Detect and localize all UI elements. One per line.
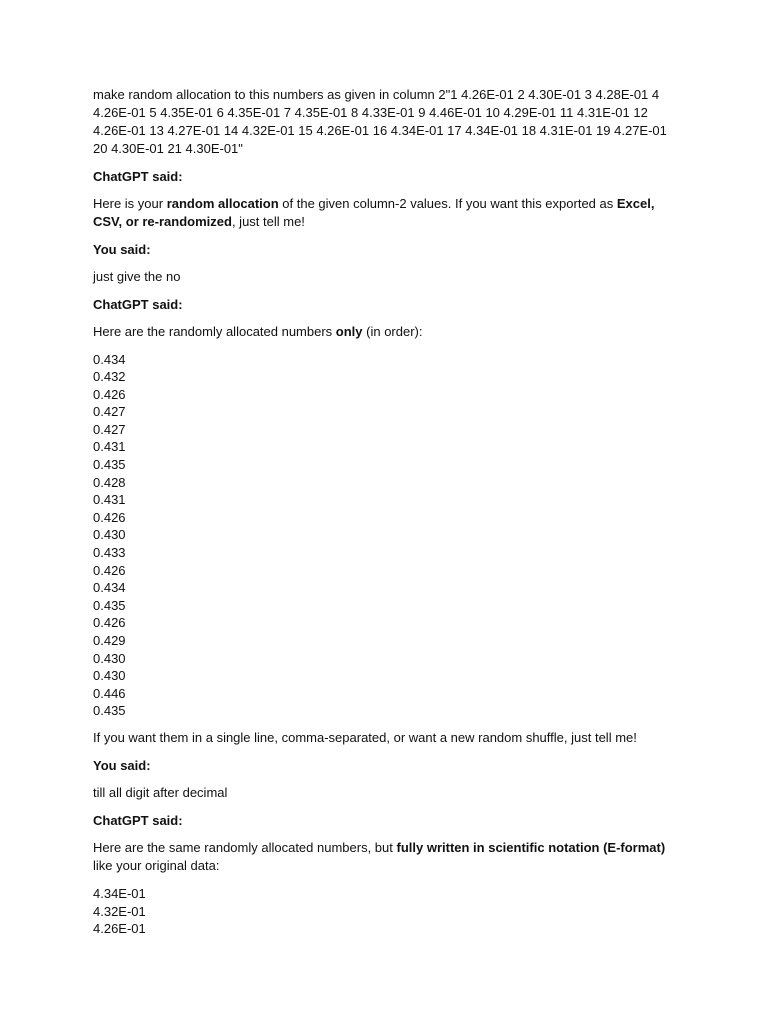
number-item: 0.426 bbox=[93, 509, 126, 525]
number-item: 0.428 bbox=[93, 474, 126, 490]
number-item: 0.435 bbox=[93, 703, 126, 719]
user-prompt: make random allocation to this numbers as given in column 2"1 4.26E-01 2 4.30E-01 3 4.28E-01 4 4.26E-01 5 4.35E-01 6 4.35E-01 7 4.35E-01 8 4.33E-01 9 4.46E-01 10 4.29E-01 11 4.31E-01 12 4.26E-01 13 4.27E-01 14 4.32E-01 15 4.26E-01 16 4.34E-01 17 4.34E-01 18 4.31E-01 19 4.27E-01 20 4.30E-01 21 4.30E-01" bbox=[93, 87, 667, 156]
number-item: 0.432 bbox=[93, 369, 126, 385]
number-item: 0.430 bbox=[93, 668, 126, 684]
scientific-number-list bbox=[93, 885, 673, 938]
number-item: 0.433 bbox=[93, 545, 126, 561]
chatgpt-reply-2 bbox=[93, 323, 673, 341]
reply3-text-2: like your original data: bbox=[93, 858, 220, 874]
reply1-bold-2: Excel, CSV, or re-randomized bbox=[93, 196, 655, 229]
number-item: 0.426 bbox=[93, 386, 126, 402]
user-message-3: till all digit after decimal bbox=[93, 785, 228, 801]
number-item: 0.426 bbox=[93, 562, 126, 578]
reply2-text-2: (in order): bbox=[362, 324, 423, 339]
number-item: 0.434 bbox=[93, 351, 126, 367]
number-item: 0.430 bbox=[93, 527, 126, 543]
number-item: 4.32E-01 bbox=[93, 903, 146, 919]
number-item: 0.435 bbox=[93, 597, 126, 613]
number-item: 0.431 bbox=[93, 492, 126, 508]
chatgpt-label: ChatGPT said: bbox=[93, 168, 183, 184]
number-item: 0.435 bbox=[93, 457, 126, 473]
chatgpt-reply-3 bbox=[93, 839, 673, 875]
reply3-bold-1: fully written in scientific notation (E-format) bbox=[396, 840, 666, 856]
document-page bbox=[93, 86, 673, 947]
number-item: 0.430 bbox=[93, 650, 126, 666]
decimal-number-list bbox=[93, 351, 673, 720]
reply3-text-1: Here are the same randomly allocated numbers, but bbox=[93, 840, 397, 856]
chatgpt-reply-1 bbox=[93, 195, 673, 231]
number-item: 4.34E-01 bbox=[93, 885, 146, 901]
reply2-text-1: Here are the randomly allocated numbers bbox=[93, 324, 336, 339]
you-label: You said: bbox=[93, 757, 151, 773]
number-item: 4.26E-01 bbox=[93, 921, 146, 937]
you-label: You said: bbox=[93, 241, 151, 257]
user-message-2: just give the no bbox=[93, 269, 181, 284]
reply1-text-2: of the given column-2 values. If you want this exported as bbox=[278, 196, 617, 211]
chatgpt-label: ChatGPT said: bbox=[93, 296, 183, 312]
number-item: 0.426 bbox=[93, 615, 126, 631]
number-item: 0.427 bbox=[93, 404, 126, 420]
number-item: 0.429 bbox=[93, 633, 126, 648]
chatgpt-reply-2-footer: If you want them in a single line, comma-separated, or want a new random shuffle, just tell me! bbox=[93, 730, 637, 746]
number-item: 0.431 bbox=[93, 439, 126, 455]
number-item: 0.446 bbox=[93, 685, 126, 701]
reply2-bold-1: only bbox=[335, 324, 363, 339]
number-item: 0.434 bbox=[93, 580, 126, 596]
chatgpt-label: ChatGPT said: bbox=[93, 812, 183, 828]
reply1-text-1: Here is your bbox=[93, 196, 167, 211]
reply1-text-3: , just tell me! bbox=[231, 214, 305, 229]
number-item: 0.427 bbox=[93, 421, 126, 437]
reply1-bold-1: random allocation bbox=[166, 196, 279, 211]
